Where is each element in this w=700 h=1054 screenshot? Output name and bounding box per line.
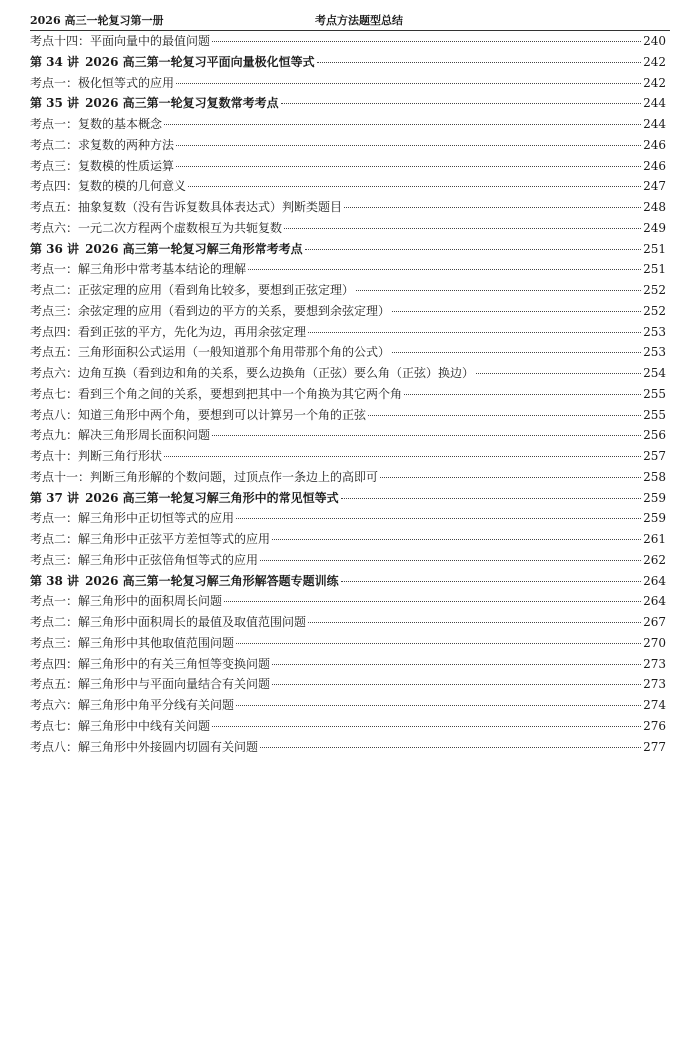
toc-entry-label: 考点四： (30, 179, 79, 194)
toc-point-entry[interactable] (30, 675, 666, 696)
toc-point-entry[interactable] (30, 219, 666, 240)
toc-entry-title: 解三角形中正切恒等式的应用 (78, 511, 235, 526)
toc-page-number: 249 (643, 220, 666, 235)
dot-leader (272, 539, 641, 540)
dot-leader (212, 41, 641, 42)
toc-entry-title: 解三角形中中线有关问题 (78, 718, 211, 733)
toc-entry-title: 解三角形中正弦平方差恒等式的应用 (78, 532, 271, 546)
toc-entry-label: 考点三： (30, 635, 79, 650)
dot-leader (224, 601, 641, 602)
toc-entry-label: 考点三： (30, 158, 79, 173)
toc-entry-title: 2026 高三第一轮复习解三角形解答题专题训练 (85, 573, 339, 588)
toc-point-entry[interactable] (30, 323, 666, 344)
toc-entry-label: 考点二： (30, 615, 79, 629)
toc-entry-label: 考点六： (30, 366, 79, 380)
toc-point-entry[interactable] (30, 74, 666, 95)
toc-point-entry[interactable] (30, 157, 666, 178)
toc-point-entry[interactable] (30, 302, 666, 323)
toc-entry-label: 考点一： (30, 117, 79, 131)
toc-lecture-entry[interactable] (30, 53, 666, 74)
toc-page-number: 273 (643, 656, 666, 671)
toc-entry-label: 考点一： (30, 594, 79, 609)
toc-point-entry[interactable] (30, 281, 666, 302)
toc-point-entry[interactable] (30, 696, 666, 717)
toc-entry-label: 考点八： (30, 407, 79, 422)
dot-leader (164, 124, 641, 125)
toc-entry-label: 考点四： (30, 656, 79, 671)
toc-entry-title: 余弦定理的应用（看到边的平方的关系，要想到余弦定理） (78, 303, 391, 318)
toc-page-number: 256 (643, 428, 666, 443)
toc-point-entry[interactable] (30, 198, 666, 219)
toc-entry-label: 考点八： (30, 739, 79, 754)
toc-entry-label: 考点一： (30, 262, 79, 277)
toc-entry-title: 知道三角形中两个角，要想到可以计算另一个角的正弦 (78, 407, 367, 422)
toc-page-number: 277 (643, 739, 666, 754)
toc-entry-title: 极化恒等式的应用 (78, 75, 175, 90)
toc-point-entry[interactable] (30, 613, 666, 634)
toc-page-number: 262 (643, 552, 666, 567)
toc-page-number: 253 (643, 324, 666, 339)
toc-page-number: 251 (643, 241, 666, 256)
toc-point-entry[interactable] (30, 655, 666, 676)
toc-lecture-entry[interactable] (30, 572, 666, 593)
toc-page-number: 242 (643, 54, 666, 69)
dot-leader (236, 518, 641, 519)
toc-lecture-entry[interactable] (30, 240, 666, 261)
dot-leader (236, 643, 641, 644)
toc-page-number: 246 (643, 158, 666, 173)
toc-page-number: 264 (643, 573, 666, 588)
toc-entry-title: 解三角形中角平分线有关问题 (78, 698, 235, 712)
toc-page-number: 264 (643, 594, 666, 609)
toc-entry-title: 解三角形中正弦倍角恒等式的应用 (78, 552, 259, 567)
toc-page-number: 252 (643, 283, 666, 297)
dot-leader (308, 332, 641, 333)
toc-entry-label: 考点五： (30, 345, 79, 360)
toc-entry-title: 判断三角行形状 (78, 449, 163, 463)
toc-entry-title: 正弦定理的应用（看到角比较多，要想到正弦定理） (78, 283, 355, 297)
toc-entry-title: 求复数的两种方法 (78, 137, 175, 152)
toc-entry-title: 边角互换（看到边和角的关系，要么边换角（正弦）要么角（正弦）换边） (78, 366, 475, 380)
toc-page-number: 244 (643, 117, 666, 131)
toc-entry-label: 第 38 讲 (30, 573, 80, 588)
toc-point-entry[interactable] (30, 468, 666, 489)
toc-page-number: 255 (643, 407, 666, 422)
toc-entry-label: 考点十： (30, 449, 79, 463)
toc-page-number: 246 (643, 137, 666, 152)
toc-point-entry[interactable] (30, 32, 666, 53)
toc-page-number: 267 (643, 615, 666, 629)
toc-page-number: 252 (643, 303, 666, 318)
dot-leader (260, 747, 641, 748)
toc-point-entry[interactable] (30, 551, 666, 572)
toc-entry-label: 考点二： (30, 283, 79, 297)
dot-leader (341, 581, 641, 582)
toc-point-entry[interactable] (30, 115, 666, 136)
toc-page-number: 248 (643, 200, 666, 214)
toc-point-entry[interactable] (30, 738, 666, 759)
dot-leader (305, 249, 641, 250)
dot-leader (284, 228, 641, 229)
toc-point-entry[interactable] (30, 343, 666, 364)
dot-leader (176, 145, 641, 146)
table-of-contents (30, 32, 666, 758)
toc-entry-title: 解三角形中的有关三角恒等变换问题 (78, 656, 271, 671)
toc-entry-title: 判断三角形解的个数问题，过顶点作一条边上的高即可 (90, 469, 379, 484)
toc-entry-title: 2026 高三第一轮复习平面向量极化恒等式 (85, 54, 315, 69)
dot-leader (212, 435, 641, 436)
toc-point-entry[interactable] (30, 447, 666, 468)
dot-leader (281, 103, 641, 104)
toc-point-entry[interactable] (30, 509, 666, 530)
toc-entry-title: 解三角形中外接圆内切圆有关问题 (78, 739, 259, 754)
toc-entry-title: 复数模的性质运算 (78, 158, 175, 173)
dot-leader (344, 207, 641, 208)
toc-entry-title: 解三角形中面积周长的最值及取值范围问题 (78, 615, 307, 629)
toc-point-entry[interactable] (30, 634, 666, 655)
toc-entry-label: 考点九： (30, 428, 79, 443)
toc-entry-label: 考点二： (30, 137, 79, 152)
toc-entry-label: 考点二： (30, 532, 79, 546)
toc-lecture-entry[interactable] (30, 94, 666, 115)
toc-page-number: 276 (643, 718, 666, 733)
toc-entry-title: 2026 高三第一轮复习复数常考考点 (85, 96, 279, 111)
toc-page-number: 253 (643, 345, 666, 360)
header-section-title: 考点方法题型总结 (315, 14, 403, 27)
dot-leader (356, 290, 641, 291)
toc-page-number: 259 (643, 511, 666, 526)
toc-entry-label: 第 34 讲 (30, 54, 80, 69)
toc-page-number: 257 (643, 449, 666, 463)
toc-entry-label: 考点十一： (30, 469, 91, 484)
toc-entry-title: 2026 高三第一轮复习解三角形常考考点 (85, 241, 303, 256)
toc-entry-label: 考点三： (30, 552, 79, 567)
toc-entry-label: 考点六： (30, 698, 79, 712)
toc-page-number: 273 (643, 677, 666, 692)
toc-point-entry[interactable] (30, 530, 666, 551)
dot-leader (176, 166, 641, 167)
toc-page-number: 244 (643, 96, 666, 111)
dot-leader (308, 622, 641, 623)
dot-leader (272, 684, 641, 685)
toc-entry-title: 解三角形中的面积周长问题 (78, 594, 223, 609)
toc-entry-label: 考点十四： (30, 34, 91, 48)
toc-entry-title: 一元二次方程两个虚数根互为共轭复数 (78, 220, 283, 235)
toc-entry-title: 平面向量中的最值问题 (90, 34, 211, 48)
toc-point-entry[interactable] (30, 717, 666, 738)
toc-entry-title: 解决三角形周长面积问题 (78, 428, 211, 443)
dot-leader (368, 415, 641, 416)
toc-page-number: 270 (643, 635, 666, 650)
dot-leader (260, 560, 641, 561)
toc-entry-label: 考点七： (30, 386, 79, 401)
toc-entry-title: 2026 高三第一轮复习解三角形中的常见恒等式 (85, 490, 339, 505)
dot-leader (188, 186, 641, 187)
toc-entry-label: 考点四： (30, 324, 79, 339)
toc-point-entry[interactable] (30, 385, 666, 406)
dot-leader (380, 477, 641, 478)
dot-leader (404, 394, 641, 395)
toc-entry-title: 解三角形中与平面向量结合有关问题 (78, 677, 271, 692)
toc-entry-label: 考点七： (30, 718, 79, 733)
toc-page-number: 251 (643, 262, 666, 277)
toc-entry-title: 复数的基本概念 (78, 117, 163, 131)
toc-point-entry[interactable] (30, 406, 666, 427)
toc-point-entry[interactable] (30, 177, 666, 198)
toc-entry-title: 三角形面积公式运用（一般知道那个角用带那个角的公式） (78, 345, 391, 360)
toc-entry-title: 看到三个角之间的关系，要想到把其中一个角换为其它两个角 (78, 386, 403, 401)
toc-page-number: 258 (643, 469, 666, 484)
toc-page-number: 242 (643, 75, 666, 90)
toc-entry-label: 考点一： (30, 75, 79, 90)
toc-point-entry[interactable] (30, 426, 666, 447)
dot-leader (341, 498, 641, 499)
toc-entry-title: 解三角形中其他取值范围问题 (78, 635, 235, 650)
toc-page-number: 261 (643, 532, 666, 546)
dot-leader (392, 352, 641, 353)
toc-page-number: 274 (643, 698, 666, 712)
toc-point-entry[interactable] (30, 136, 666, 157)
toc-entry-label: 考点五： (30, 200, 79, 214)
toc-entry-label: 第 35 讲 (30, 96, 80, 111)
toc-entry-title: 复数的模的几何意义 (78, 179, 187, 194)
toc-page-number: 247 (643, 179, 666, 194)
toc-page-number: 259 (643, 490, 666, 505)
dot-leader (392, 311, 641, 312)
dot-leader (212, 726, 641, 727)
toc-entry-label: 第 37 讲 (30, 490, 80, 505)
toc-entry-title: 抽象复数（没有告诉复数具体表达式）判断类题目 (78, 200, 343, 214)
dot-leader (272, 664, 641, 665)
toc-point-entry[interactable] (30, 592, 666, 613)
toc-point-entry[interactable] (30, 260, 666, 281)
dot-leader (164, 456, 641, 457)
toc-entry-label: 第 36 讲 (30, 241, 80, 256)
toc-page-number: 255 (643, 386, 666, 401)
dot-leader (317, 62, 641, 63)
toc-entry-label: 考点一： (30, 511, 79, 526)
toc-entry-label: 考点五： (30, 677, 79, 692)
dot-leader (248, 269, 641, 270)
toc-entry-title: 看到正弦的平方，先化为边，再用余弦定理 (78, 324, 307, 339)
dot-leader (476, 373, 641, 374)
dot-leader (176, 83, 641, 84)
toc-entry-label: 考点三： (30, 303, 79, 318)
toc-page-number: 240 (643, 34, 666, 48)
dot-leader (236, 705, 641, 706)
toc-lecture-entry[interactable] (30, 489, 666, 510)
toc-page-number: 254 (643, 366, 666, 380)
toc-point-entry[interactable] (30, 364, 666, 385)
header-book-title: 2026 高三一轮复习第一册 (30, 14, 164, 27)
toc-entry-label: 考点六： (30, 220, 79, 235)
toc-entry-title: 解三角形中常考基本结论的理解 (78, 262, 247, 277)
page-header (30, 12, 670, 28)
header-divider (30, 30, 670, 31)
